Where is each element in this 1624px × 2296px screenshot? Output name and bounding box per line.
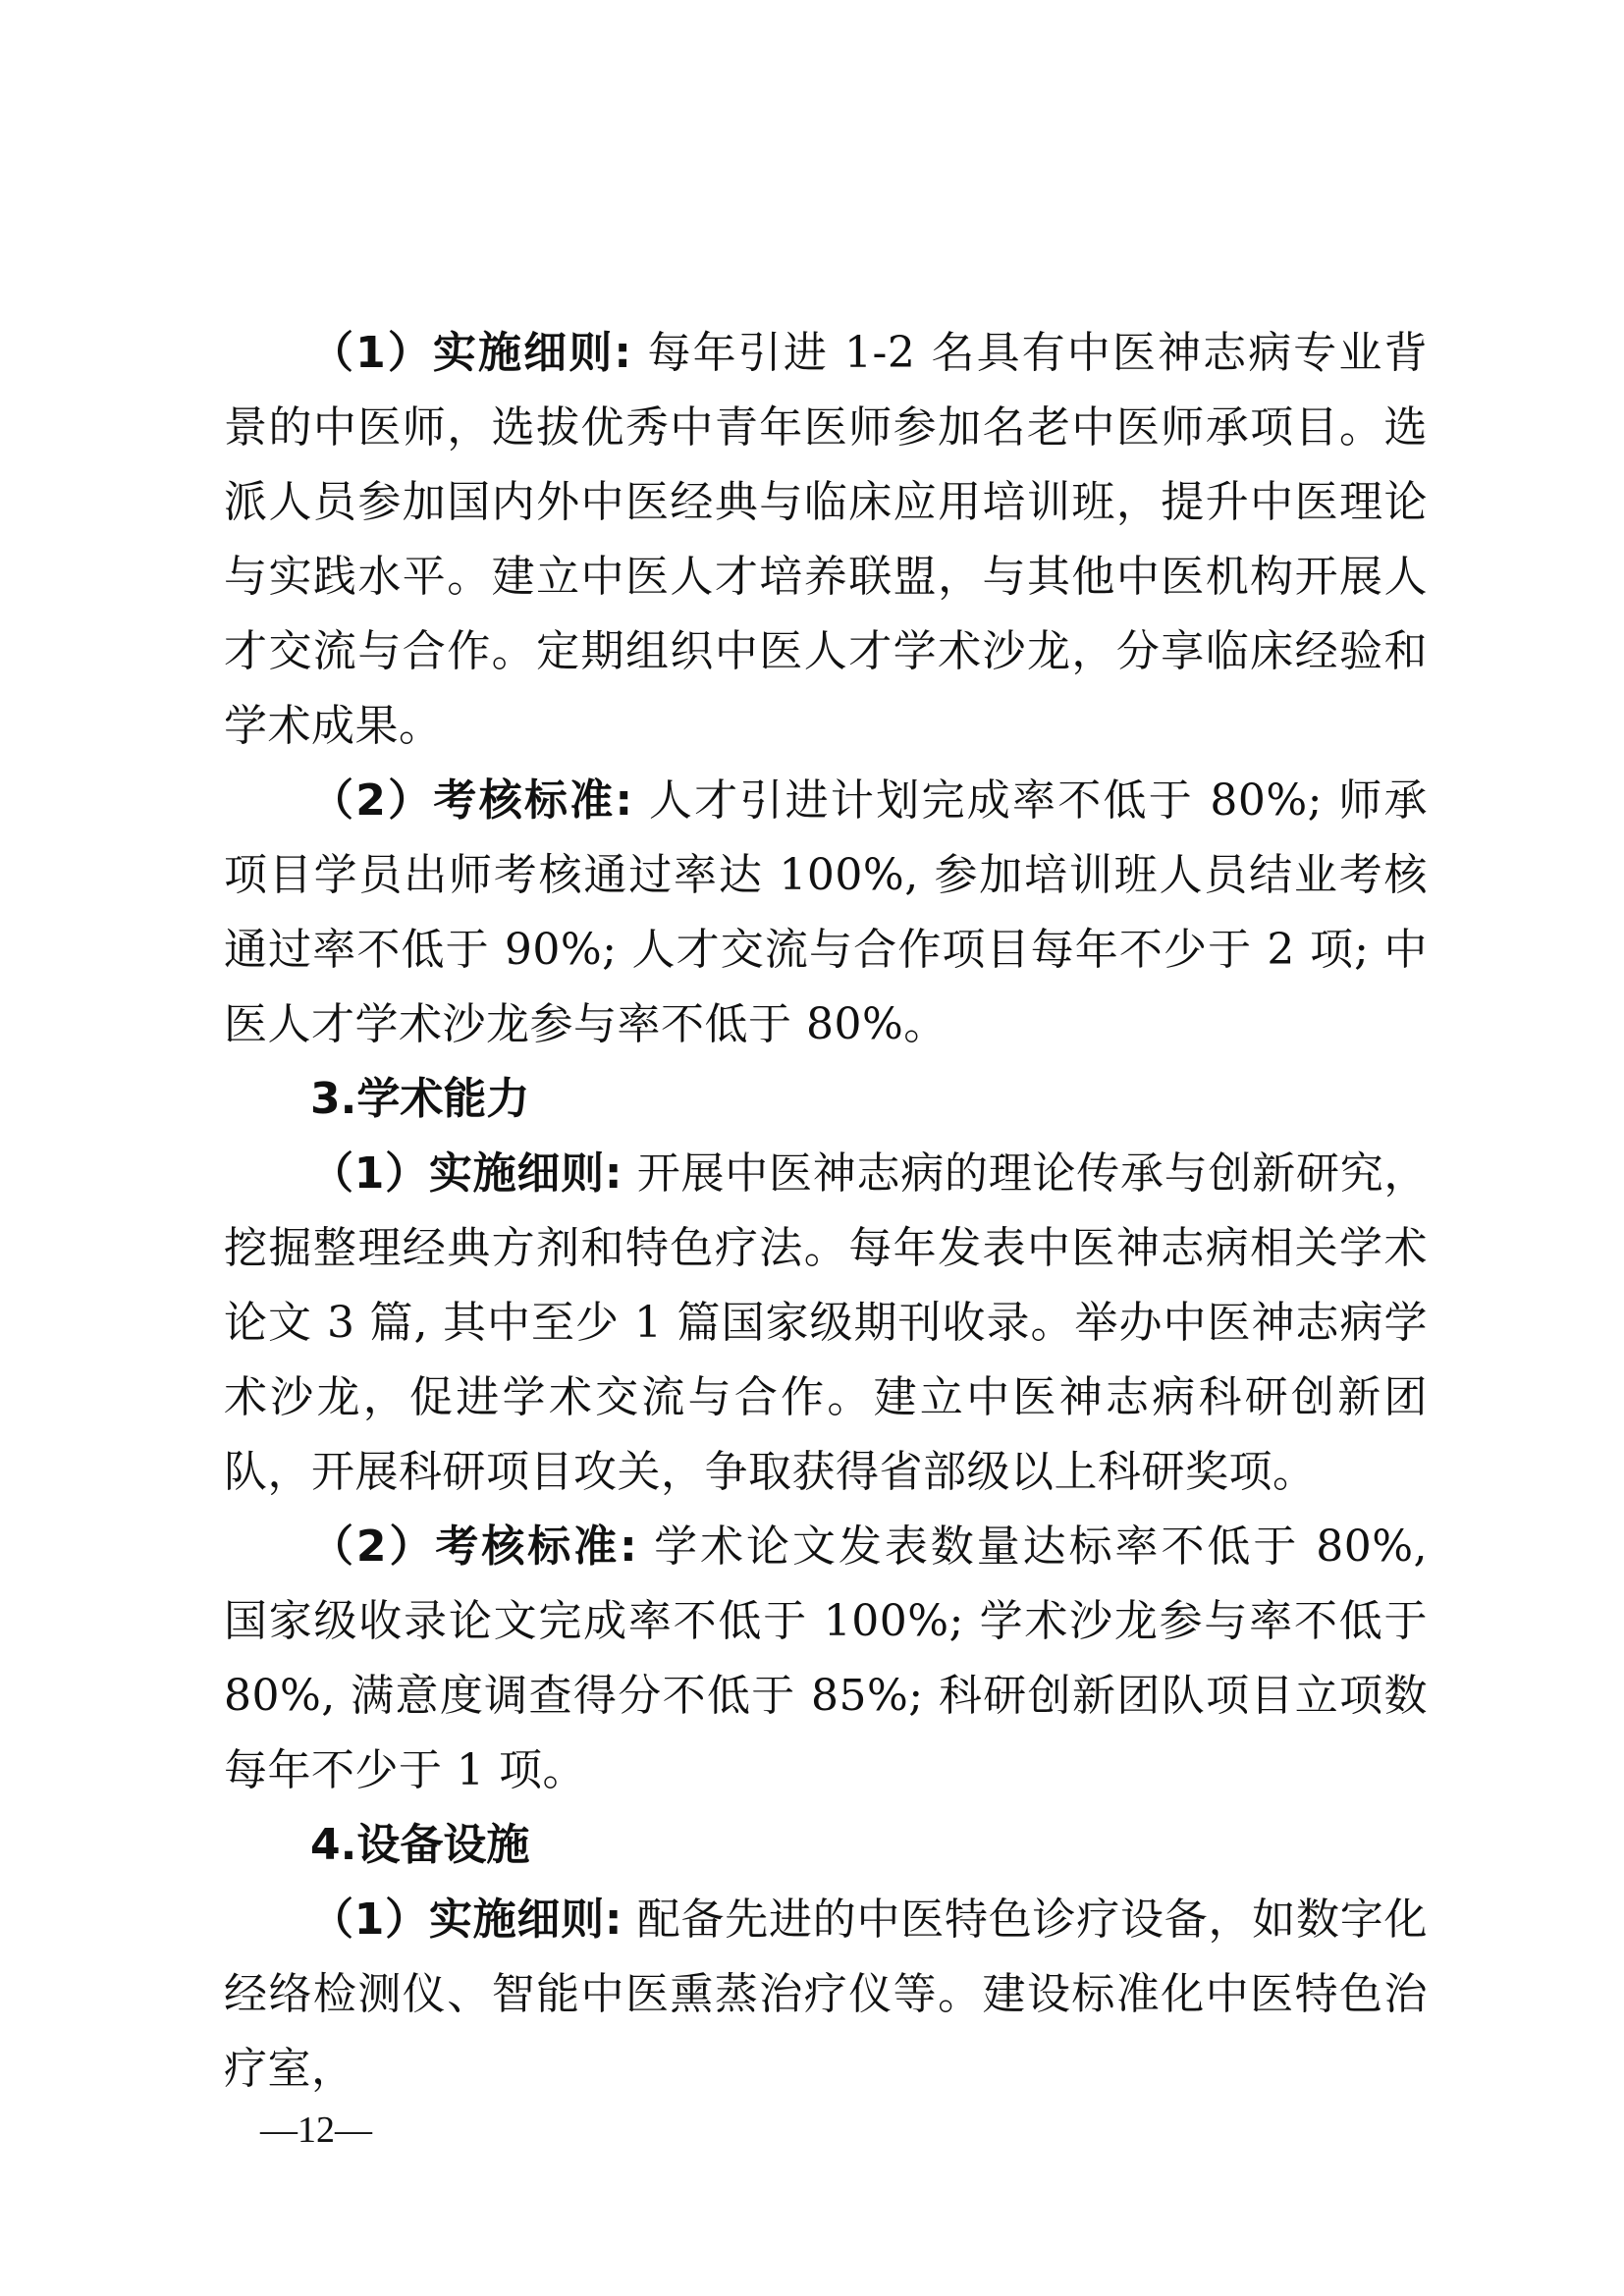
paragraph-label: （2）考核标准: [310, 1522, 638, 1572]
paragraph-text: 学术论文发表数量达标率不低于 80%, 国家级收录论文完成率不低于 100%; 学术沙龙参与率不低于 80%, 满意度调查得分不低于 85%; 科研创新团队项目立项数每年不少于 1 项。 [224, 1522, 1428, 1795]
section-heading-equipment: 4.设备设施 [310, 1820, 530, 1870]
paragraph-academic-assessment [224, 1510, 1428, 1808]
paragraph-talent-assessment [224, 764, 1428, 1062]
document-body [224, 316, 1428, 2107]
paragraph-text: 每年引进 1-2 名具有中医神志病专业背景的中医师，选拔优秀中青年医师参加名老中医师承项目。选派人员参加国内外中医经典与临床应用培训班，提升中医理论与实践水平。建立中医人才培养联盟，与其他中医机构开展人才交流与合作。定期组织中医人才学术沙龙，分享临床经验和学术成果。 [224, 328, 1428, 751]
paragraph-label: （1）实施细则: [310, 1148, 623, 1199]
paragraph-equipment-implementation [224, 1883, 1428, 2107]
paragraph-label: （1）实施细则: [310, 328, 632, 378]
page-number: —12— [260, 2109, 372, 2151]
paragraph-academic-implementation [224, 1137, 1428, 1510]
paragraph-text: 配备先进的中医特色诊疗设备，如数字化经络检测仪、智能中医熏蒸治疗仪等。建设标准化中医特色治疗室， [224, 1895, 1428, 2094]
paragraph-text: 开展中医神志病的理论传承与创新研究，挖掘整理经典方剂和特色疗法。每年发表中医神志病相关学术论文 3 篇, 其中至少 1 篇国家级期刊收录。举办中医神志病学术沙龙，促进学术交流与合作。建立中医神志病科研创新团队，开展科研项目攻关，争取获得省部级以上科研奖项。 [224, 1148, 1428, 1497]
paragraph-label: （2）考核标准: [310, 775, 633, 826]
paragraph-text: 人才引进计划完成率不低于 80%; 师承项目学员出师考核通过率达 100%, 参加培训班人员结业考核通过率不低于 90%; 人才交流与合作项目每年不少于 2 项; 中医人才学术沙龙参与率不低于 80%。 [224, 775, 1428, 1049]
section-heading-academic: 3.学术能力 [310, 1074, 530, 1124]
paragraph-talent-implementation [224, 316, 1428, 764]
paragraph-label: （1）实施细则: [310, 1895, 623, 1945]
